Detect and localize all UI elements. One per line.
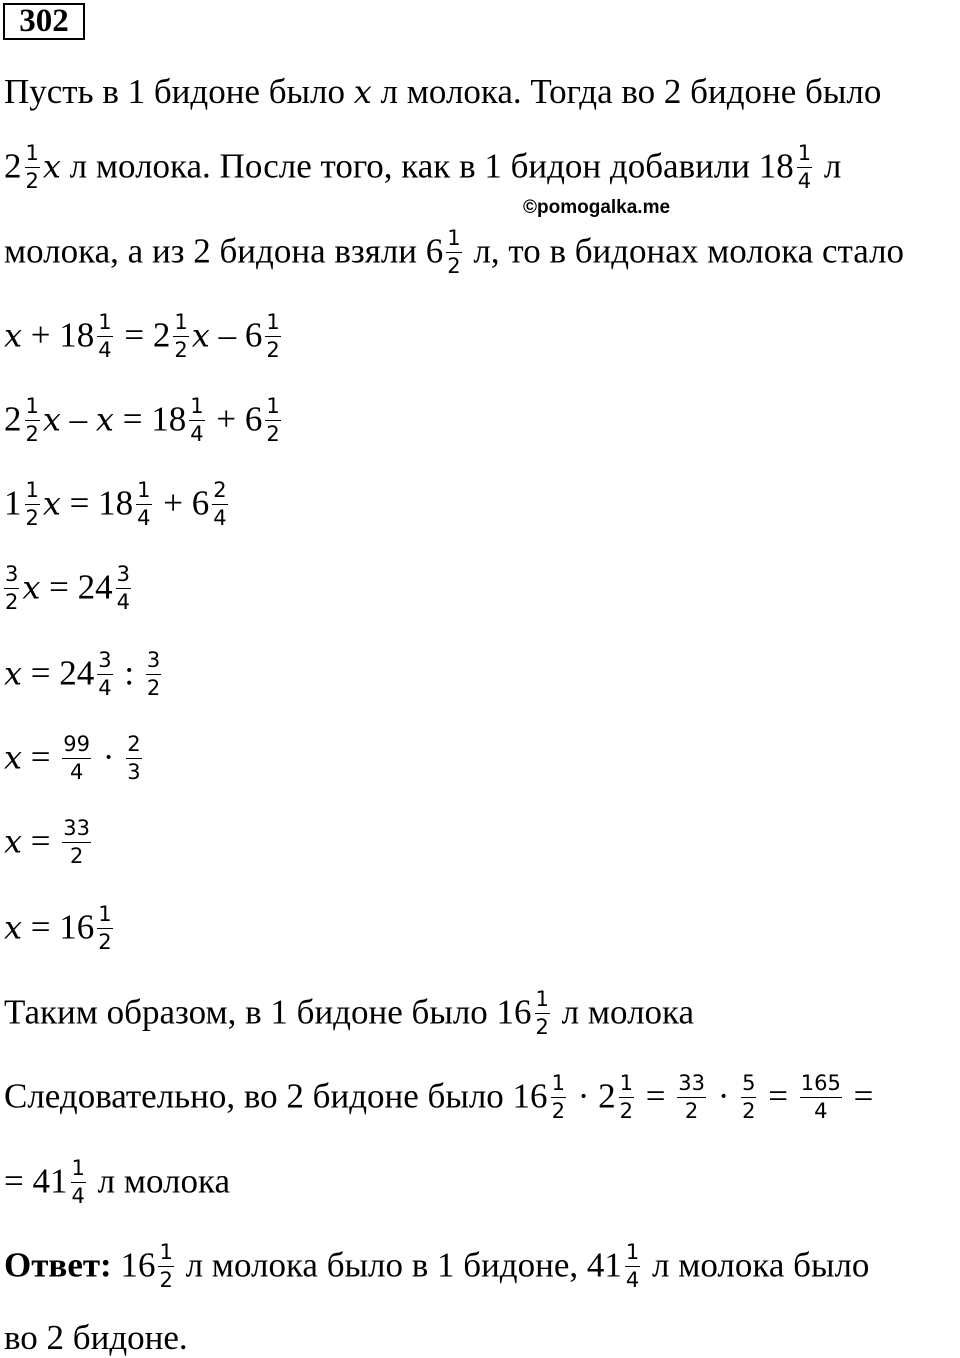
denominator: 2 [619,1099,633,1123]
text: л молока было [643,1245,870,1285]
variable: 𝑥 [22,568,41,607]
numerator: 33 [62,818,91,843]
denominator: 4 [797,169,812,193]
equation-6 [4,732,145,785]
fraction [4,564,19,613]
text: л молока. Тогда во 2 бидоне было [371,72,882,111]
variable: 𝑥 [42,147,61,186]
conclusion-line-2 [4,1071,874,1124]
numerator: 1 [265,396,280,421]
denominator: 4 [814,1099,828,1123]
denominator: 4 [213,506,227,530]
denominator: 2 [535,1015,549,1039]
fraction [97,650,112,699]
variable: 𝑥 [4,654,23,693]
fraction [265,396,280,445]
problem-number: 302 [3,3,85,40]
numerator: 1 [25,143,40,168]
fraction [677,1073,706,1122]
denominator: 2 [146,676,161,700]
numerator: 1 [797,143,812,168]
numerator: 33 [677,1073,706,1098]
watermark: ©pomogalka.me [523,197,671,218]
text-line-3 [4,226,905,279]
denominator: 4 [98,676,112,700]
fraction [535,989,550,1038]
variable: 𝑥 [4,316,23,355]
text: 2 [4,399,22,439]
numerator: 3 [146,650,161,675]
text: л молока [552,992,695,1032]
text: л [815,146,842,186]
answer-line-1 [4,1240,870,1293]
numerator: 1 [25,396,40,421]
text: во 2 бидоне. [4,1318,188,1357]
text: Пусть в 1 бидоне было [4,72,354,111]
fraction [797,143,812,192]
equation-2 [4,394,284,447]
equation-4 [4,562,134,615]
denominator: 4 [116,590,131,614]
numerator: 1 [625,1242,640,1267]
fraction [62,818,91,867]
text: = 18 [60,483,134,523]
variable: 𝑥 [4,822,23,861]
numerator: 1 [71,1158,86,1183]
denominator: 2 [5,590,19,614]
denominator: 2 [266,422,280,446]
numerator: 1 [535,989,550,1014]
numerator: 3 [4,564,19,589]
text: = 24 [40,567,113,607]
text: л молока [88,1161,231,1201]
text-line-2 [4,141,842,194]
fraction [97,904,112,953]
denominator: 4 [625,1268,640,1292]
numerator: 1 [158,1242,173,1267]
text: + 6 [207,399,263,439]
conclusion-line-1 [4,987,695,1040]
numerator: 1 [551,1073,566,1098]
fraction [146,650,161,699]
denominator: 2 [98,930,112,954]
text: + 6 [154,483,210,523]
text: – 6 [209,315,263,355]
text: Следовательно, во 2 бидоне было 16 [4,1076,548,1116]
variable: 𝑥 [4,908,23,947]
fraction [551,1073,566,1122]
text: = 24 [22,653,95,693]
numerator: 1 [189,396,204,421]
text: = [636,1076,675,1116]
text: = [22,821,60,861]
denominator: 2 [25,506,39,530]
denominator: 2 [25,169,39,193]
equation-5 [4,648,164,701]
text: л молока было в 1 бидоне, 41 [176,1245,622,1285]
numerator: 165 [800,1073,842,1098]
denominator: 2 [69,844,84,868]
numerator: 99 [62,734,91,759]
text: = 18 [113,399,187,439]
numerator: 1 [97,312,112,337]
numerator: 1 [136,480,151,505]
fraction [741,1073,756,1122]
fraction [212,480,227,529]
answer-label: Ответ: [4,1245,112,1285]
text: 16 [111,1245,156,1285]
text: Таким образом, в 1 бидоне было 16 [4,992,532,1032]
text: = 41 [4,1161,68,1201]
text: = [759,1076,797,1116]
text: = 2 [115,315,171,355]
conclusion-line-3 [4,1156,231,1209]
numerator: 2 [212,480,227,505]
text: л молока. После того, как в 1 бидон добавили 18 [60,146,794,186]
fraction [158,1242,173,1291]
numerator: 1 [619,1073,634,1098]
fraction [446,228,461,277]
denominator: 2 [174,338,188,362]
fraction [265,312,280,361]
denominator: 4 [71,1184,85,1208]
variable: 𝑥 [4,738,23,777]
numerator: 3 [97,650,112,675]
numerator: 2 [126,734,141,759]
text: 2 [4,146,22,186]
numerator: 3 [116,564,131,589]
text: · 2 [568,1076,616,1116]
fraction [71,1158,86,1207]
answer-line-2 [4,1318,188,1358]
numerator: 1 [173,312,188,337]
denominator: 2 [266,338,280,362]
denominator: 4 [137,506,151,530]
denominator: 2 [684,1099,699,1123]
text: + 18 [22,315,95,355]
denominator: 4 [69,760,84,784]
denominator: 2 [447,254,461,278]
variable: 𝑥 [95,400,114,439]
fraction [800,1073,842,1122]
text-line-1 [4,72,881,112]
text: · [94,737,124,777]
text: = [22,737,60,777]
denominator: 2 [742,1099,756,1123]
variable: 𝑥 [191,316,210,355]
fraction [189,396,204,445]
text: · [708,1076,739,1116]
denominator: 2 [25,422,39,446]
fraction [126,734,141,783]
fraction [173,312,188,361]
denominator: 3 [127,760,141,784]
denominator: 4 [190,422,204,446]
text: – [60,399,96,439]
fraction [25,396,40,445]
text: : [115,653,143,693]
equation-1 [4,310,284,363]
denominator: 2 [551,1099,565,1123]
text: 1 [4,483,22,523]
fraction [625,1242,640,1291]
fraction [25,143,40,192]
equation-3 [4,478,231,531]
numerator: 1 [97,904,112,929]
fraction [62,734,91,783]
denominator: 2 [159,1268,173,1292]
denominator: 4 [98,338,112,362]
text: л, то в бидонах молока стало [464,231,905,271]
text: молока, а из 2 бидона взяли 6 [4,231,444,271]
variable: 𝑥 [42,400,61,439]
equation-8 [4,902,116,955]
numerator: 1 [265,312,280,337]
text: = 16 [22,907,95,947]
fraction [619,1073,634,1122]
text: = [844,1076,874,1116]
variable: 𝑥 [353,73,372,111]
equation-7 [4,816,94,869]
fraction [25,480,40,529]
numerator: 5 [741,1073,756,1098]
fraction [116,564,131,613]
variable: 𝑥 [42,484,61,523]
numerator: 1 [25,480,40,505]
numerator: 1 [446,228,461,253]
fraction [136,480,151,529]
fraction [97,312,112,361]
